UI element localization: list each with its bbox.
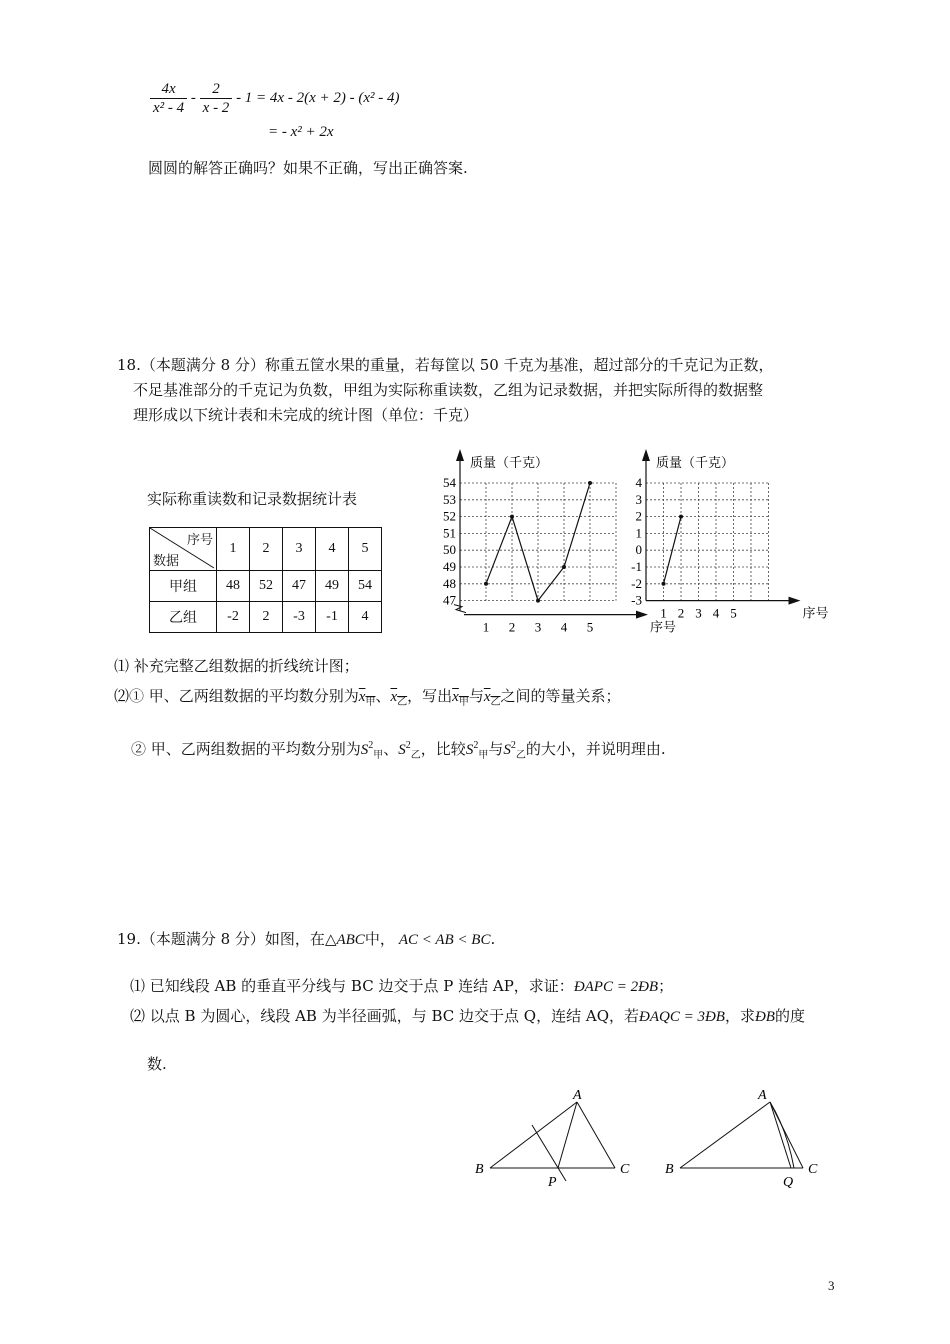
corner-label-index: 序号: [186, 532, 213, 547]
q18-chart-yi: [615, 445, 829, 645]
y-tick-label: 52: [443, 508, 456, 524]
q17-minus: -: [187, 89, 200, 106]
x-tick-label: 1: [660, 605, 667, 621]
q18-part2b: [131, 735, 666, 767]
sub-jia: 甲: [373, 750, 384, 761]
table-cell: -1: [316, 602, 349, 633]
q18-stat-table: [149, 527, 382, 633]
q19-figure-1: [470, 1085, 640, 1190]
x-axis-arrow: [789, 597, 801, 605]
y-tick-label: 50: [443, 542, 456, 558]
q17-equation-tail: - 1 = 4x - 2(x + 2) - (x² - 4): [232, 89, 400, 106]
y-tick-label: 49: [443, 559, 456, 574]
y-tick-label: -2: [631, 575, 642, 591]
q17-frac2-numerator: 2: [200, 80, 233, 99]
xbar-yi: [483, 689, 501, 708]
q19-triangle: △ABC: [324, 932, 365, 948]
fig2-segment-aq: [770, 1102, 791, 1168]
x-tick-label: 3: [695, 605, 702, 621]
x-symbol: x: [390, 689, 398, 705]
data-point: [536, 599, 540, 603]
x-tick-label: 2: [677, 605, 685, 621]
q19-part1-text: ⑴ 已知线段 AB 的垂直平分线与 BC 边交于点 P 连结 AP，求证：: [130, 977, 574, 995]
q18-part2b-pre: ② 甲、乙两组数据的平均数分别为: [131, 740, 361, 758]
data-point: [679, 515, 683, 519]
q17-fraction-2: [200, 80, 233, 117]
s-symbol: S: [503, 742, 511, 758]
fig1-label-c: C: [620, 1162, 630, 1177]
fig1-label-b: B: [475, 1162, 484, 1177]
table-cell: 2: [250, 602, 283, 633]
q19-part1-end: ；: [658, 977, 674, 995]
x-tick-label: 2: [508, 619, 516, 635]
q17-equation-line1: [150, 80, 400, 117]
xbar-jia: [452, 689, 469, 708]
q18-intro-line3: 理形成以下统计表和未完成的统计图（单位：千克）: [133, 406, 479, 424]
y-tick-label: 0: [635, 542, 642, 558]
fig2-label-b: B: [665, 1162, 674, 1177]
data-point: [662, 582, 666, 586]
q17-question: 圆圆的解答正确吗？如果不正确，写出正确答案.: [148, 159, 468, 177]
y-tick-label: -3: [631, 592, 642, 608]
q18-intro-line1: 18.（本题满分 8 分）称重五筐水果的重量，若每筐以 50 千克为基准，超过部分的千克记为正数，: [117, 356, 774, 374]
table-row-label: 乙组: [150, 602, 217, 633]
sub-jia: 甲: [478, 750, 489, 761]
table-cell: 4: [349, 602, 382, 633]
table-corner-cell: [150, 528, 217, 571]
square-exp: 2: [368, 740, 374, 751]
sub-yi: 乙: [410, 750, 421, 761]
table-cell: 54: [349, 571, 382, 602]
data-point: [562, 565, 566, 569]
fig1-segment-ap: [558, 1102, 577, 1168]
y-tick-label: -1: [631, 559, 642, 574]
page-number: 3: [828, 1278, 835, 1293]
q18-part2a-pre: ⑵① 甲、乙两组数据的平均数分别为: [114, 687, 359, 705]
x-symbol: x: [358, 689, 366, 705]
x-tick-label: 5: [730, 605, 737, 621]
fig1-label-p: P: [548, 1175, 557, 1190]
table-col-header: 5: [349, 528, 382, 571]
q19-part1: [130, 975, 673, 998]
q19-part2-text: ⑵ 以点 B 为圆心，线段 AB 为半径画弧，与 BC 边交于点 Q，连结 AQ，若: [130, 1007, 639, 1025]
xbar-yi: [390, 689, 408, 708]
fig1-perpendicular-bisector: [532, 1125, 566, 1181]
xbar-jia: [358, 689, 376, 708]
x-tick-label: 4: [712, 605, 720, 621]
x-axis-title: 序号: [802, 605, 829, 621]
table-header-row: [150, 528, 382, 571]
x-tick-label: 5: [586, 619, 594, 635]
s2-yi: [503, 740, 526, 761]
table-cell: 48: [217, 571, 250, 602]
square-exp: 2: [473, 740, 479, 751]
y-tick-label: 47: [443, 592, 456, 608]
x-axis-title: 序号: [650, 619, 677, 635]
table-cell: -3: [283, 602, 316, 633]
q19-part2: [130, 1005, 805, 1028]
table-col-header: 1: [217, 528, 250, 571]
q19-figure-2: [660, 1085, 830, 1190]
fig2-label-c: C: [808, 1162, 818, 1177]
table-row: [150, 571, 382, 602]
y-tick-label: 1: [635, 525, 642, 541]
square-exp: 2: [405, 740, 411, 751]
fig2-side-ba: [680, 1102, 770, 1168]
x-tick-label: 1: [482, 619, 490, 635]
q18-part2a-post: 之间的等量关系；: [500, 687, 621, 705]
sub-yi: 乙: [397, 697, 408, 708]
fig1-side-ac: [577, 1102, 615, 1168]
q17-equation-line2: = - x² + 2x: [268, 124, 334, 140]
q19-part2-mid: ，求: [724, 1007, 755, 1025]
q19-part1-formula: ÐAPC = 2ÐB: [573, 979, 659, 995]
y-tick-label: 48: [443, 575, 456, 591]
y-axis-title: 质量（千克）: [656, 455, 735, 470]
q17-fraction-1: [150, 80, 187, 117]
sub-yi: 乙: [515, 750, 526, 761]
q19-inequality: AC < AB < BC: [398, 932, 491, 948]
table-cell: -2: [217, 602, 250, 633]
q18-part2b-post: 的大小，并说明理由.: [525, 740, 666, 758]
s2-yi: [398, 740, 421, 761]
data-point: [484, 582, 488, 586]
q19-part2-end: 的度: [774, 1007, 805, 1025]
q19-part2-line2: 数.: [147, 1055, 167, 1073]
fig2-label-a: A: [758, 1088, 767, 1103]
x-symbol: x: [452, 689, 459, 705]
q19-intro-end: .: [490, 930, 496, 948]
fig2-side-ac: [770, 1102, 803, 1168]
y-tick-label: 54: [443, 475, 456, 490]
y-tick-label: 3: [635, 491, 642, 507]
q18-part2b-mid: ，比较: [420, 740, 466, 758]
data-point: [588, 481, 592, 485]
fig1-side-ba: [490, 1102, 577, 1168]
s2-jia: [360, 740, 384, 761]
q18-table-title: 实际称重读数和记录数据统计表: [147, 490, 358, 508]
y-axis-title: 质量（千克）: [470, 455, 549, 470]
q18-part1: ⑴ 补充完整乙组数据的折线统计图；: [114, 657, 359, 675]
table-col-header: 4: [316, 528, 349, 571]
sub-jia: 甲: [365, 697, 376, 708]
q18-intro-line2: 不足基准部分的千克记为负数，甲组为实际称重读数，乙组为记录数据，并把实际所得的数据整: [133, 381, 764, 399]
q18-part2a: [114, 685, 621, 714]
q19-part2-formula: ÐAQC = 3ÐB: [639, 1009, 725, 1025]
table-col-header: 2: [250, 528, 283, 571]
table-cell: 47: [283, 571, 316, 602]
table-cell: 49: [316, 571, 349, 602]
s-symbol: S: [465, 742, 474, 758]
y-tick-label: 2: [635, 508, 642, 524]
table-cell: 52: [250, 571, 283, 602]
table-row: [150, 602, 382, 633]
data-point: [510, 515, 514, 519]
corner-label-data: 数据: [153, 553, 180, 568]
x-symbol: x: [483, 689, 491, 705]
sep: 与: [488, 740, 504, 758]
sep: 、: [375, 687, 391, 705]
table-row-label: 甲组: [150, 571, 217, 602]
sep: 、: [383, 740, 399, 758]
q19-part2-angle: ÐB: [754, 1009, 775, 1025]
q17-frac1-numerator: 4x: [150, 80, 187, 99]
q19-intro: [117, 928, 495, 951]
x-tick-label: 3: [534, 619, 542, 635]
y-tick-label: 53: [443, 491, 456, 507]
square-exp: 2: [510, 740, 516, 751]
q19-intro-mid: 中，: [364, 930, 395, 948]
s2-jia: [465, 740, 489, 761]
y-axis-arrow: [642, 449, 650, 461]
y-tick-label: 51: [443, 525, 456, 541]
x-tick-label: 4: [560, 619, 568, 635]
sub-yi: 乙: [490, 697, 501, 708]
y-axis-arrow: [456, 449, 464, 461]
table-col-header: 3: [283, 528, 316, 571]
q17-frac1-denominator: x² - 4: [153, 100, 185, 116]
s-symbol: S: [360, 742, 369, 758]
q17-frac2-denominator: x - 2: [202, 100, 230, 116]
fig2-label-q: Q: [783, 1175, 794, 1190]
q19-intro-pre: 19.（本题满分 8 分）如图，在: [117, 930, 325, 948]
s-symbol: S: [398, 742, 406, 758]
fig1-label-a: A: [573, 1088, 582, 1103]
sep: 与: [468, 687, 484, 705]
q18-chart-jia: [420, 445, 677, 645]
q18-part2a-mid: ，写出: [407, 687, 453, 705]
sub-jia: 甲: [458, 697, 469, 708]
y-tick-label: 4: [635, 475, 642, 490]
